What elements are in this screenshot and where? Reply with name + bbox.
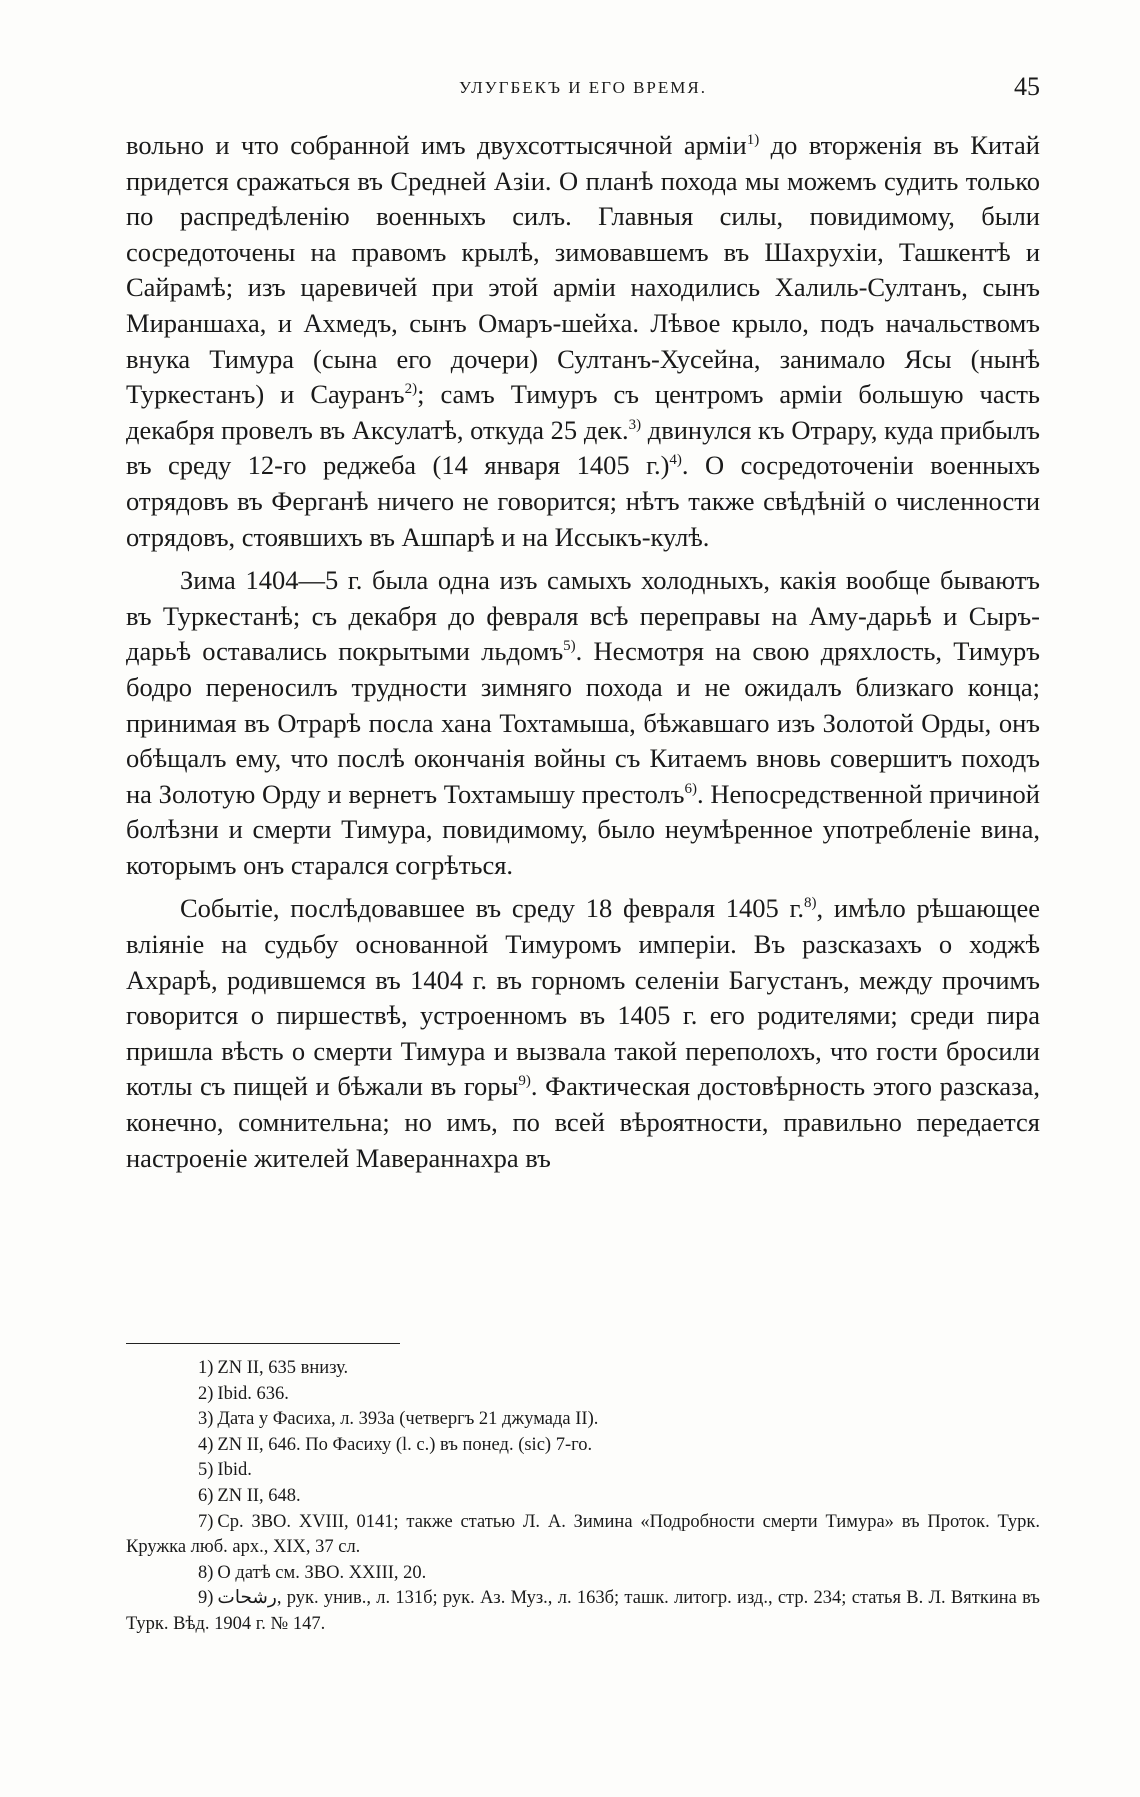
paragraph-text: , имѣло рѣшающее вліяніе на судьбу основанной Тимуромъ имперіи. Въ разсказахъ о ходжѣ Ахрарѣ, родившемся въ 1404 г. въ горномъ селеніи Багустанъ, между прочимъ говорится о пиршествѣ, устроенномъ въ 1405 г. его родителями; среди пира пришла вѣсть о смерти Тимура и вызвала такой переполохъ, что гости бросили котлы съ пищей и бѣжали въ горы (126, 893, 1040, 1102)
footnote-item (126, 1458, 1040, 1484)
running-title: УЛУГБЕКЪ И ЕГО ВРЕМЯ. (459, 78, 707, 97)
footnote-item (126, 1484, 1040, 1510)
footnote-item (126, 1407, 1040, 1433)
paragraph-text: . Несмотря на свою дряхлость, Тимуръ бодро переносилъ трудности зимняго похода и не ожидалъ близкаго конца; принимая въ Отрарѣ посла хана Тохтамыша, бѣжавшаго изъ Золотой Орды, онъ обѣщалъ ему, что послѣ окончанія войны съ Китаемъ вновь совершитъ походъ на Золотую Орду и вернетъ Тохтамышу престолъ (126, 636, 1040, 809)
paragraph-text: Зима 1404—5 г. была одна изъ самыхъ холодныхъ, какія вообще бываютъ въ Туркестанѣ; съ декабря до февраля всѣ переправы на Аму-дарьѣ и Сыръ-дарьѣ оставались покрытыми льдомъ (126, 565, 1040, 667)
body-text (126, 128, 1040, 1176)
footnote-text: Ibid. 636. (217, 1383, 289, 1404)
footnote-number: 8) (198, 1562, 214, 1583)
footnote-text: Дата у Фасиха, л. 393а (четвергъ 21 джумада II). (217, 1409, 599, 1430)
footnote-number: 6) (198, 1485, 214, 1506)
paragraph-text: Событіе, послѣдовавшее въ среду 18 февраля 1405 г. (180, 893, 805, 924)
footnote-reference: 3) (628, 416, 642, 433)
footnote-item (126, 1586, 1040, 1637)
footnote-text: О датѣ см. ЗВО. XXIII, 20. (217, 1562, 427, 1583)
footnote-reference: 4) (669, 452, 682, 469)
footnote-reference: 8) (804, 895, 817, 912)
footnote-text: Ср. ЗВО. XVIII, 0141; также статью Л. А. Зимина «Подробности смерти Тимура» въ Проток. Турк. Кружка люб. арх., XIX, 37 сл. (126, 1511, 1040, 1558)
footnote-item (126, 1382, 1040, 1408)
paragraph-text: . Фактическая достовѣрность этого разсказа, конечно, сомнительна; но имъ, по всей вѣроятности, правильно передается настроеніе жителей Мавераннахра въ (126, 1071, 1040, 1173)
footnote-number: 9) (198, 1588, 214, 1609)
footnote-text: رشحات, рук. унив., л. 131б; рук. Аз. Муз., л. 163б; ташк. литогр. изд., стр. 234; статья В. Л. Вяткина въ Турк. Вѣд. 1904 г. № 147. (126, 1588, 1040, 1634)
footnote-number: 4) (198, 1434, 214, 1455)
paragraph-text: . О сосредоточеніи военныхъ отрядовъ въ Ферганѣ ничего не говорится; нѣтъ также свѣдѣній о численности отрядовъ, стоявшихъ въ Ашпарѣ и на Иссыкъ-кулѣ. (126, 450, 1040, 552)
footnote-divider (126, 1343, 400, 1344)
footnote-text: Ibid. (217, 1460, 252, 1481)
footnote-number: 7) (198, 1511, 214, 1532)
footnote-text: ZN II, 648. (217, 1485, 301, 1506)
footnote-item (126, 1356, 1040, 1382)
footnote-text: ZN II, 646. По Фасиху (l. c.) въ понед. (sic) 7-го. (217, 1434, 593, 1455)
footnote-number: 2) (198, 1383, 214, 1404)
footnote-number: 3) (198, 1409, 214, 1430)
paragraph-text: ; самъ Тимуръ съ центромъ арміи большую часть декабря провелъ въ Аксулатѣ, откуда 25 дек. (126, 379, 1041, 445)
footnote-number: 5) (198, 1460, 214, 1481)
page-number: 45 (1014, 72, 1040, 101)
footnote-reference: 1) (746, 132, 760, 149)
footnote-reference: 2) (404, 381, 418, 398)
footnote-reference: 5) (563, 638, 576, 655)
footnote-text: ZN II, 635 внизу. (217, 1358, 349, 1378)
footnote-item (126, 1433, 1040, 1459)
footnote-reference: 6) (684, 780, 697, 797)
paragraph-text: . Непосредственной причиной болѣзни и смерти Тимура, повидимому, было неумѣренное употребленіе вина, которымъ онъ старался согрѣться. (126, 778, 1040, 880)
footnote-number: 1) (198, 1358, 214, 1378)
paragraph-text: до вторженія въ Китай придется сражаться въ Средней Азіи. О планѣ похода мы можемъ судить только по распредѣленію военныхъ силъ. Главныя силы, повидимому, были сосредоточены на правомъ крылѣ, зимовавшемъ въ Шахрухіи, Ташкентѣ и Сайрамѣ; изъ царевичей при этой арміи находились Халиль-Султанъ, сынъ Мираншаха, и Ахмедъ, сынъ Омаръ-шейха. Лѣвое крыло, подъ начальствомъ внука Тимура (сына его дочери) Султанъ-Хусейна, занимало Ясы (нынѣ Туркестанъ) и Сауранъ (126, 130, 1040, 410)
footnotes-section (126, 1356, 1040, 1638)
running-header (126, 72, 1040, 112)
body-paragraph (126, 563, 1040, 883)
paragraph-text: двинулся къ Отрару, куда прибылъ въ среду 12-го реджеба (14 января 1405 г.) (126, 414, 1041, 481)
paragraph-text: вольно и что собранной имъ двухсоттысячной арміи (126, 130, 747, 160)
body-paragraph (126, 128, 1040, 555)
footnote-reference: 9) (518, 1073, 531, 1090)
footnote-item (126, 1510, 1040, 1561)
body-paragraph (126, 891, 1040, 1176)
footnote-item (126, 1561, 1040, 1587)
